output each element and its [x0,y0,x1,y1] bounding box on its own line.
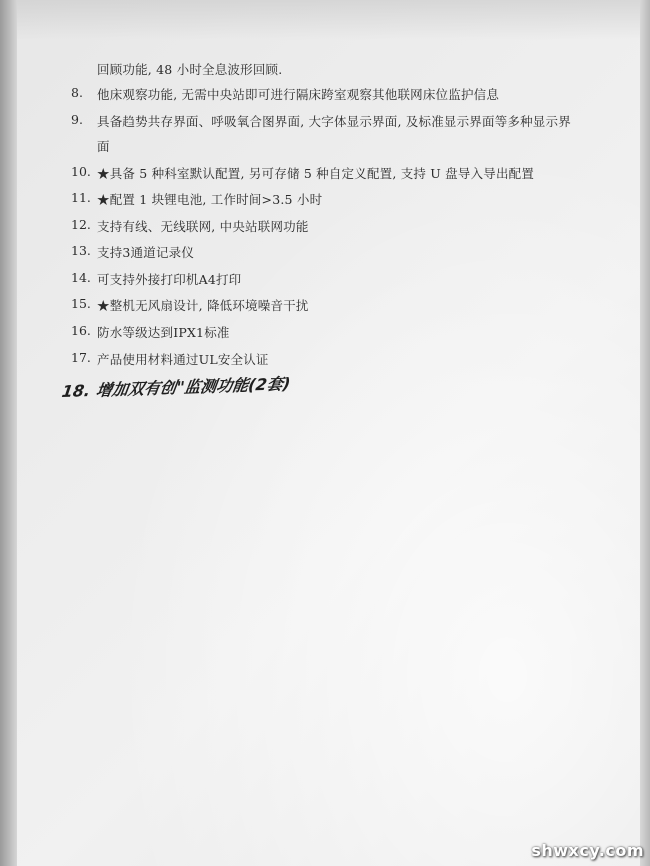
item-number: 16. [71,323,91,338]
item-number: 8. [71,85,83,100]
item-text: ★整机无风扇设计, 降低环境噪音干扰 [97,298,309,313]
item-number: 13. [71,243,91,258]
watermark: shwxcy.com [531,841,644,860]
item-number: 15. [71,296,91,311]
item-number: 9. [71,112,83,127]
item-text: ★具备 5 种科室默认配置, 另可存储 5 种自定义配置, 支持 U 盘导入导出配置 [97,166,535,181]
item-text: ★配置 1 块锂电池, 工作时间>3.5 小时 [97,192,323,207]
page-left-edge [0,0,17,866]
item-text: 产品使用材料通过UL安全认证 [97,352,269,367]
item-number: 17. [71,350,91,365]
handwritten-item-text: 增加双有创"监测功能(2套) [94,373,292,400]
item-text: 支持有线、无线联网, 中央站联网功能 [97,219,309,234]
item-text: 支持3通道记录仪 [97,245,195,260]
top-shadow [0,0,650,40]
item-text: 可支持外接打印机A4打印 [97,272,242,287]
item-number: 11. [71,190,91,205]
item-number: 10. [71,164,91,179]
page-right-edge [640,0,650,866]
handwritten-annotation [60,371,292,402]
item-number: 14. [71,270,91,285]
item-7-continuation: 回顾功能, 48 小时全息波形回顾. [97,62,283,77]
item-text-continuation: 面 [97,139,110,154]
item-number: 12. [71,217,91,232]
item-text: 他床观察功能, 无需中央站即可进行隔床跨室观察其他联网床位监护信息 [97,87,500,102]
item-text: 具备趋势共存界面、呼吸氧合图界面, 大字体显示界面, 及标准显示界面等多种显示界 [97,114,571,129]
handwritten-item-number: 18. [60,380,92,402]
item-text: 防水等级达到IPX1标准 [97,325,230,340]
